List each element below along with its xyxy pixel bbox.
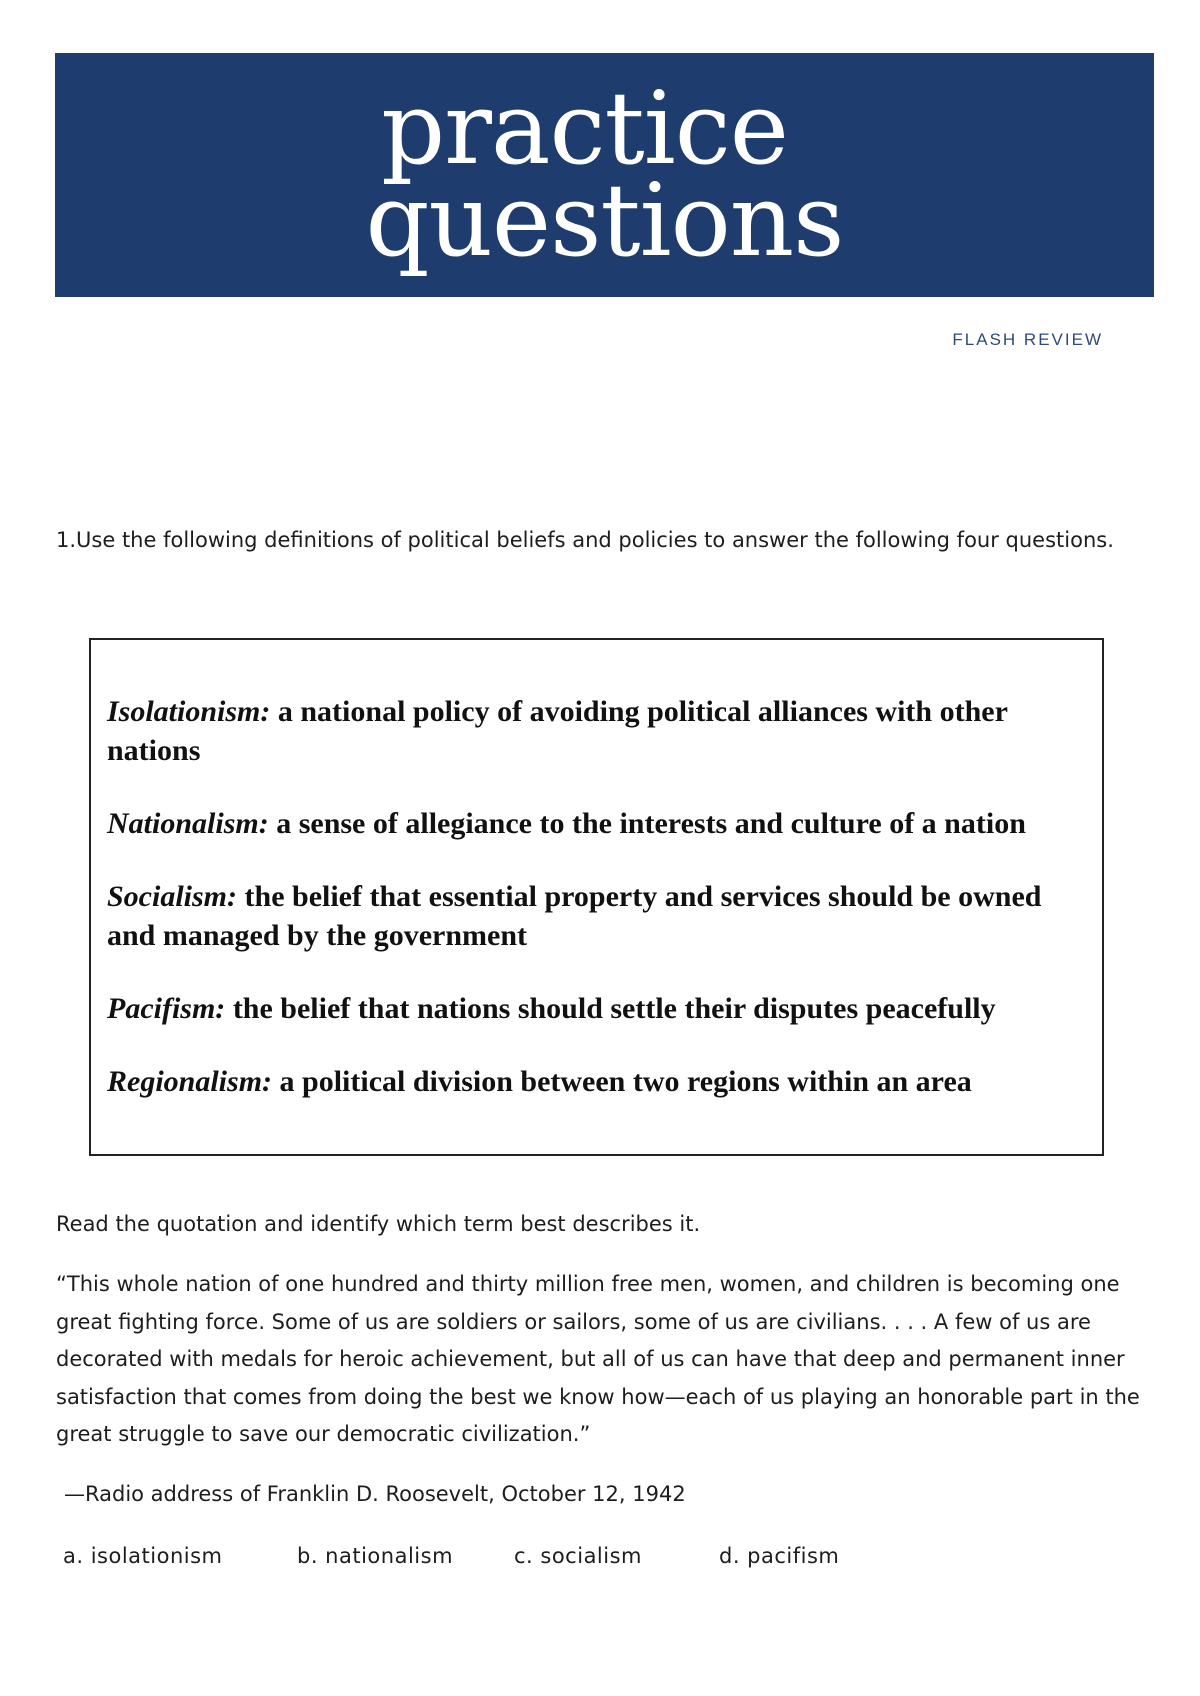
- page-title-line-1: practice: [381, 70, 788, 187]
- definition-term: Pacifism:: [107, 992, 226, 1025]
- answer-choice-b[interactable]: b. nationalism: [297, 1544, 454, 1568]
- quotation-attribution: —Radio address of Franklin D. Roosevelt, October 12, 1942: [64, 1482, 686, 1506]
- definitions-box: [89, 638, 1104, 1156]
- definition-text: a sense of allegiance to the interests and culture of a nation: [268, 807, 1026, 840]
- answer-choice-c[interactable]: c. socialism: [514, 1544, 643, 1568]
- answer-choice-a[interactable]: a. isolationism: [63, 1544, 223, 1568]
- definition-item: [107, 1062, 1088, 1101]
- definition-item: [107, 804, 1088, 843]
- answer-choice-d[interactable]: d. pacifism: [719, 1544, 840, 1568]
- definition-text: a political division between two regions within an area: [272, 1065, 972, 1098]
- definition-item: [107, 877, 1088, 955]
- page-title-line-2: questions: [365, 162, 844, 279]
- answer-choices: [0, 1538, 1200, 1578]
- definition-term: Isolationism:: [107, 695, 271, 728]
- section-tag: FLASH REVIEW: [952, 330, 1103, 349]
- definition-term: Regionalism:: [107, 1065, 273, 1098]
- definition-text: a national policy of avoiding political alliances with other nations: [107, 695, 1008, 767]
- definition-text: the belief that essential property and services should be owned and managed by the government: [107, 880, 1042, 952]
- definition-item: [107, 989, 1088, 1028]
- definition-text: the belief that nations should settle their disputes peacefully: [225, 992, 996, 1025]
- definition-term: Socialism:: [107, 880, 238, 913]
- definition-item: [107, 692, 1088, 770]
- title-banner: [55, 53, 1154, 297]
- definition-term: Nationalism:: [107, 807, 269, 840]
- question-intro: 1.Use the following definitions of political beliefs and policies to answer the following four questions.: [56, 528, 1114, 552]
- quotation-text: “This whole nation of one hundred and thirty million free men, women, and children is becoming one great fighting force. Some of us are soldiers or sailors, some of us are civilians. . . . A few of us are decorated with medals for heroic achievement, but all of us can have that deep and permanent inner satisfaction that comes from doing the best we know how—each of us playing an honorable part in the great struggle to save our democratic civilization.”: [56, 1272, 1140, 1446]
- question-instruction: Read the quotation and identify which term best describes it.: [56, 1212, 701, 1236]
